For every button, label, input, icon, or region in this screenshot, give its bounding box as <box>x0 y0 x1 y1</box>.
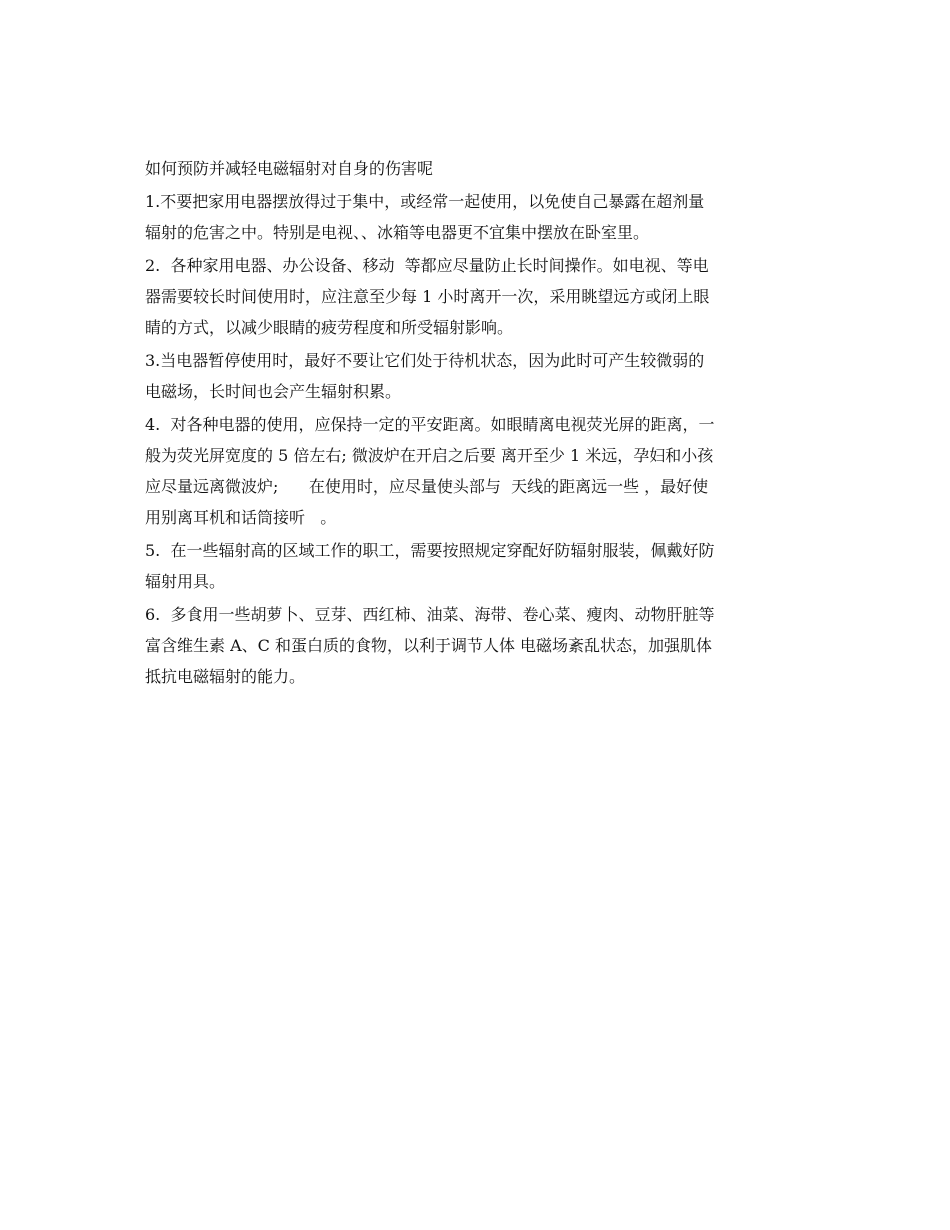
paragraph-line: 睛的方式，以减少眼睛的疲劳程度和所受辐射影响。 <box>145 318 514 337</box>
paragraph-line: 般为荧光屏宽度的 5 倍左右; 微波炉在开启之后要 离开至少 1 米远，孕妇和小孩 <box>145 446 714 465</box>
paragraph-line: 6. 多食用一些胡萝卜、豆芽、西红柿、油菜、海带、卷心菜、瘦肉、动物肝脏等 <box>145 605 715 624</box>
paragraph-line: 5. 在一些辐射高的区域工作的职工，需要按照规定穿配好防辐射服装，佩戴好防 <box>145 541 715 560</box>
paragraph-line: 富含维生素 A、C 和蛋白质的食物，以利于调节人体 电磁场紊乱状态，加强肌体 <box>145 636 713 655</box>
paragraph-line: 1.不要把家用电器摆放得过于集中，或经常一起使用，以免使自己暴露在超剂量 <box>145 192 705 211</box>
paragraph-3 <box>145 345 810 407</box>
paragraph-line: 3.当电器暂停使用时，最好不要让它们处于待机状态，因为此时可产生较微弱的 <box>145 351 705 370</box>
paragraph-line: 用别离耳机和话筒接听 。 <box>145 508 337 527</box>
document-body <box>145 153 810 692</box>
paragraph-2 <box>145 250 810 343</box>
paragraph-line: 电磁场，长时间也会产生辐射积累。 <box>145 382 402 401</box>
paragraph-line: 应尽量远离微波炉; 在使用时，应尽量使头部与 天线的距离远一些 ，最好使 <box>145 477 709 496</box>
document-title: 如何预防并减轻电磁辐射对自身的伤害呢 <box>145 159 434 178</box>
paragraph-1 <box>145 186 810 248</box>
paragraph-line: 辐射用具。 <box>145 572 226 591</box>
paragraph-line: 2. 各种家用电器、办公设备、移动 等都应尽量防止长时间操作。如电视、等电 <box>145 256 709 275</box>
paragraph-6 <box>145 599 810 692</box>
paragraph-line: 器需要较长时间使用时，应注意至少每 1 小时离开一次，采用眺望远方或闭上眼 <box>145 287 710 306</box>
paragraph-line: 辐射的危害之中。特别是电视、、冰箱等电器更不宜集中摆放在卧室里。 <box>145 223 650 242</box>
paragraph-line: 抵抗电磁辐射的能力。 <box>145 667 306 686</box>
paragraph-5 <box>145 535 810 597</box>
paragraph-line: 4. 对各种电器的使用，应保持一定的平安距离。如眼睛离电视荧光屏的距离，一 <box>145 415 715 434</box>
paragraph-4 <box>145 409 810 533</box>
